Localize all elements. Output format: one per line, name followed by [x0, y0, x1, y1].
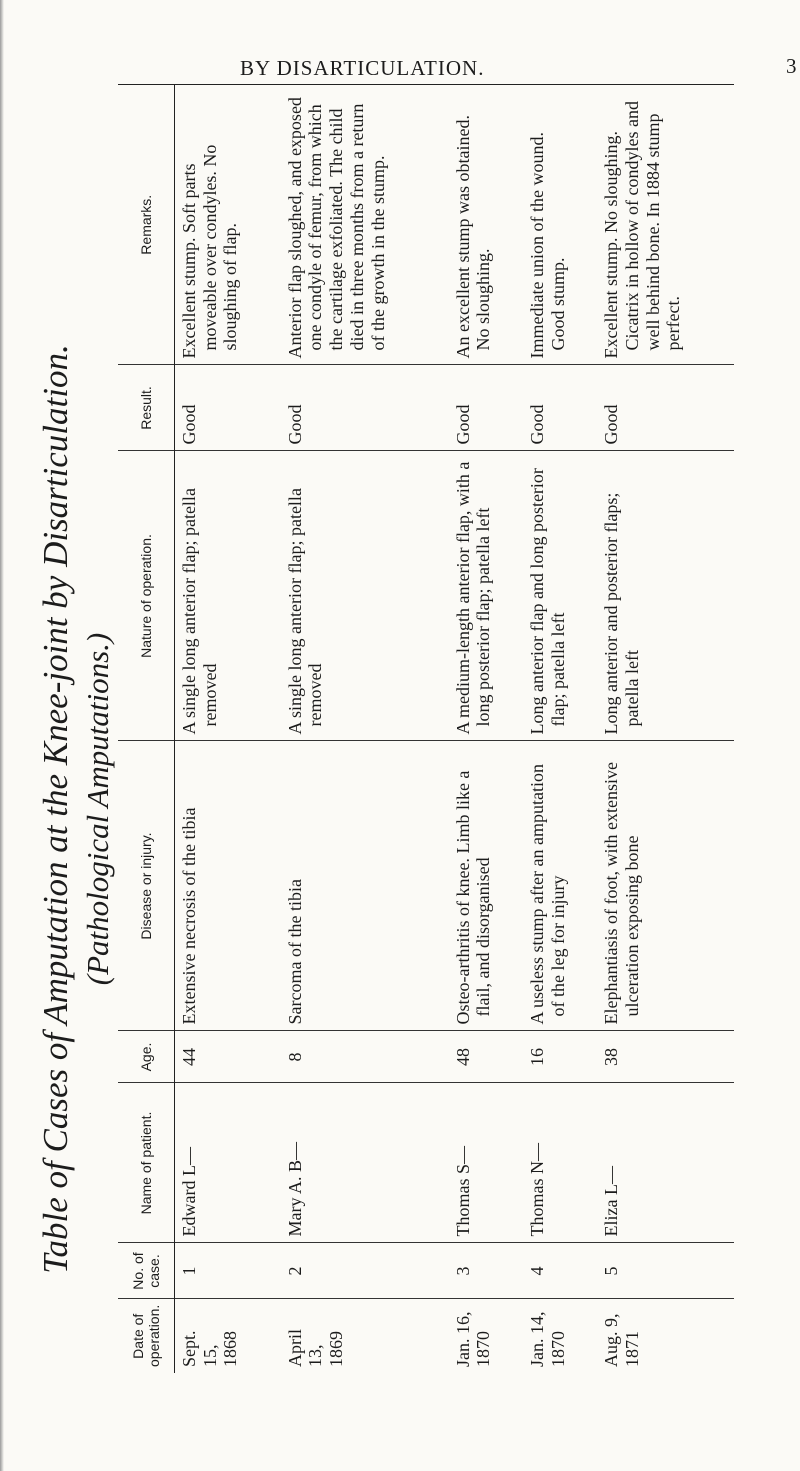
page-number: 3: [786, 54, 797, 78]
table-title: Table of Cases of Amputation at the Knee-joint by Disarticulation.: [36, 344, 75, 1274]
cell-date: Jan. 14, 1870: [526, 1311, 568, 1367]
cell-operation: A single long anterior flap; patella removed: [175, 451, 281, 741]
col-header-date: Date of operation.: [118, 1299, 175, 1373]
col-header-operation: Nature of operation.: [118, 451, 175, 741]
cell-age: 44: [175, 1031, 281, 1083]
cell-result: Good: [449, 365, 523, 451]
col-header-patient: Name of patient.: [118, 1083, 175, 1243]
table-row: [175, 85, 281, 1373]
cell-operation: Long anterior and posterior flaps; patella left: [597, 451, 734, 741]
page-header: [0, 52, 800, 82]
col-header-result: Result.: [118, 365, 175, 451]
cell-case-no: 5: [597, 1243, 734, 1299]
cell-patient: Edward L—: [175, 1083, 281, 1243]
table-row: [281, 85, 449, 1373]
col-header-remarks: Remarks.: [118, 85, 175, 365]
header-row: [118, 85, 175, 1373]
col-header-disease: Disease or injury.: [118, 741, 175, 1031]
cell-result: Good: [597, 365, 734, 451]
cell-age: 48: [449, 1031, 523, 1083]
cell-disease: A useless stump after an amputation of the leg for injury: [523, 741, 597, 1031]
cases-table: [118, 85, 734, 1373]
cell-case-no: 3: [449, 1243, 523, 1299]
cell-case-no: 1: [175, 1243, 281, 1299]
cases-table-frame: [118, 84, 734, 1373]
cell-remarks: Immediate union of the wound. Good stump.: [523, 85, 597, 365]
cell-patient: Mary A. B—: [281, 1083, 449, 1243]
cell-remarks: Excellent stump. Soft parts moveable over condyles. No sloughing of flap.: [175, 85, 281, 365]
cell-remarks: An excellent stump was obtained. No sloughing.: [449, 85, 523, 365]
running-head: BY DISARTICULATION.: [240, 56, 485, 80]
cell-result: Good: [523, 365, 597, 451]
cell-patient: Thomas N—: [523, 1083, 597, 1243]
cell-disease: Sarcoma of the tibia: [281, 741, 449, 1031]
cell-case-no: 2: [281, 1243, 449, 1299]
table-row: [523, 85, 597, 1373]
cell-age: 16: [523, 1031, 597, 1083]
col-header-age: Age.: [118, 1031, 175, 1083]
cell-operation: A medium-length anterior flap, with a long posterior flap; patella left: [449, 451, 523, 741]
cell-remarks: Excellent stump. No sloughing. Cicatrix in hollow of condyles and well behind bone. In 1884 stump perfect.: [597, 85, 734, 365]
cell-operation: Long anterior flap and long posterior flap; patella left: [523, 451, 597, 741]
col-header-case-no: No. of case.: [118, 1243, 175, 1299]
cell-result: Good: [281, 365, 449, 451]
cell-age: 38: [597, 1031, 734, 1083]
cell-result: Good: [175, 365, 281, 451]
cell-remarks: Anterior flap sloughed, and exposed one condyle of femur, from which the cartilage exfoliated. The child died in three months from a return of the growth in the stump.: [281, 85, 449, 365]
cell-patient: Eliza L—: [597, 1083, 734, 1243]
cell-disease: Extensive necrosis of the tibia: [175, 741, 281, 1031]
cell-operation: A single long anterior flap; patella removed: [281, 451, 449, 741]
cell-patient: Thomas S—: [449, 1083, 523, 1243]
table-title-block: [0, 0, 115, 1471]
cell-date: April 13, 1869: [284, 1329, 347, 1367]
cell-date: Sept. 15, 1868: [179, 1330, 241, 1367]
cell-case-no: 4: [523, 1243, 597, 1299]
cell-date: Jan. 16, 1870: [452, 1311, 494, 1367]
table-subtitle: (Pathological Amputations.): [80, 632, 115, 986]
table-row: [449, 85, 523, 1373]
cell-age: 8: [281, 1031, 449, 1083]
cell-date: Aug. 9, 1871: [601, 1313, 642, 1367]
cell-disease: Osteo-arthritis of knee. Limb like a flail, and disorganised: [449, 741, 523, 1031]
cell-disease: Elephantiasis of foot, with extensive ulceration exposing bone: [597, 741, 734, 1031]
table-row: [597, 85, 734, 1373]
